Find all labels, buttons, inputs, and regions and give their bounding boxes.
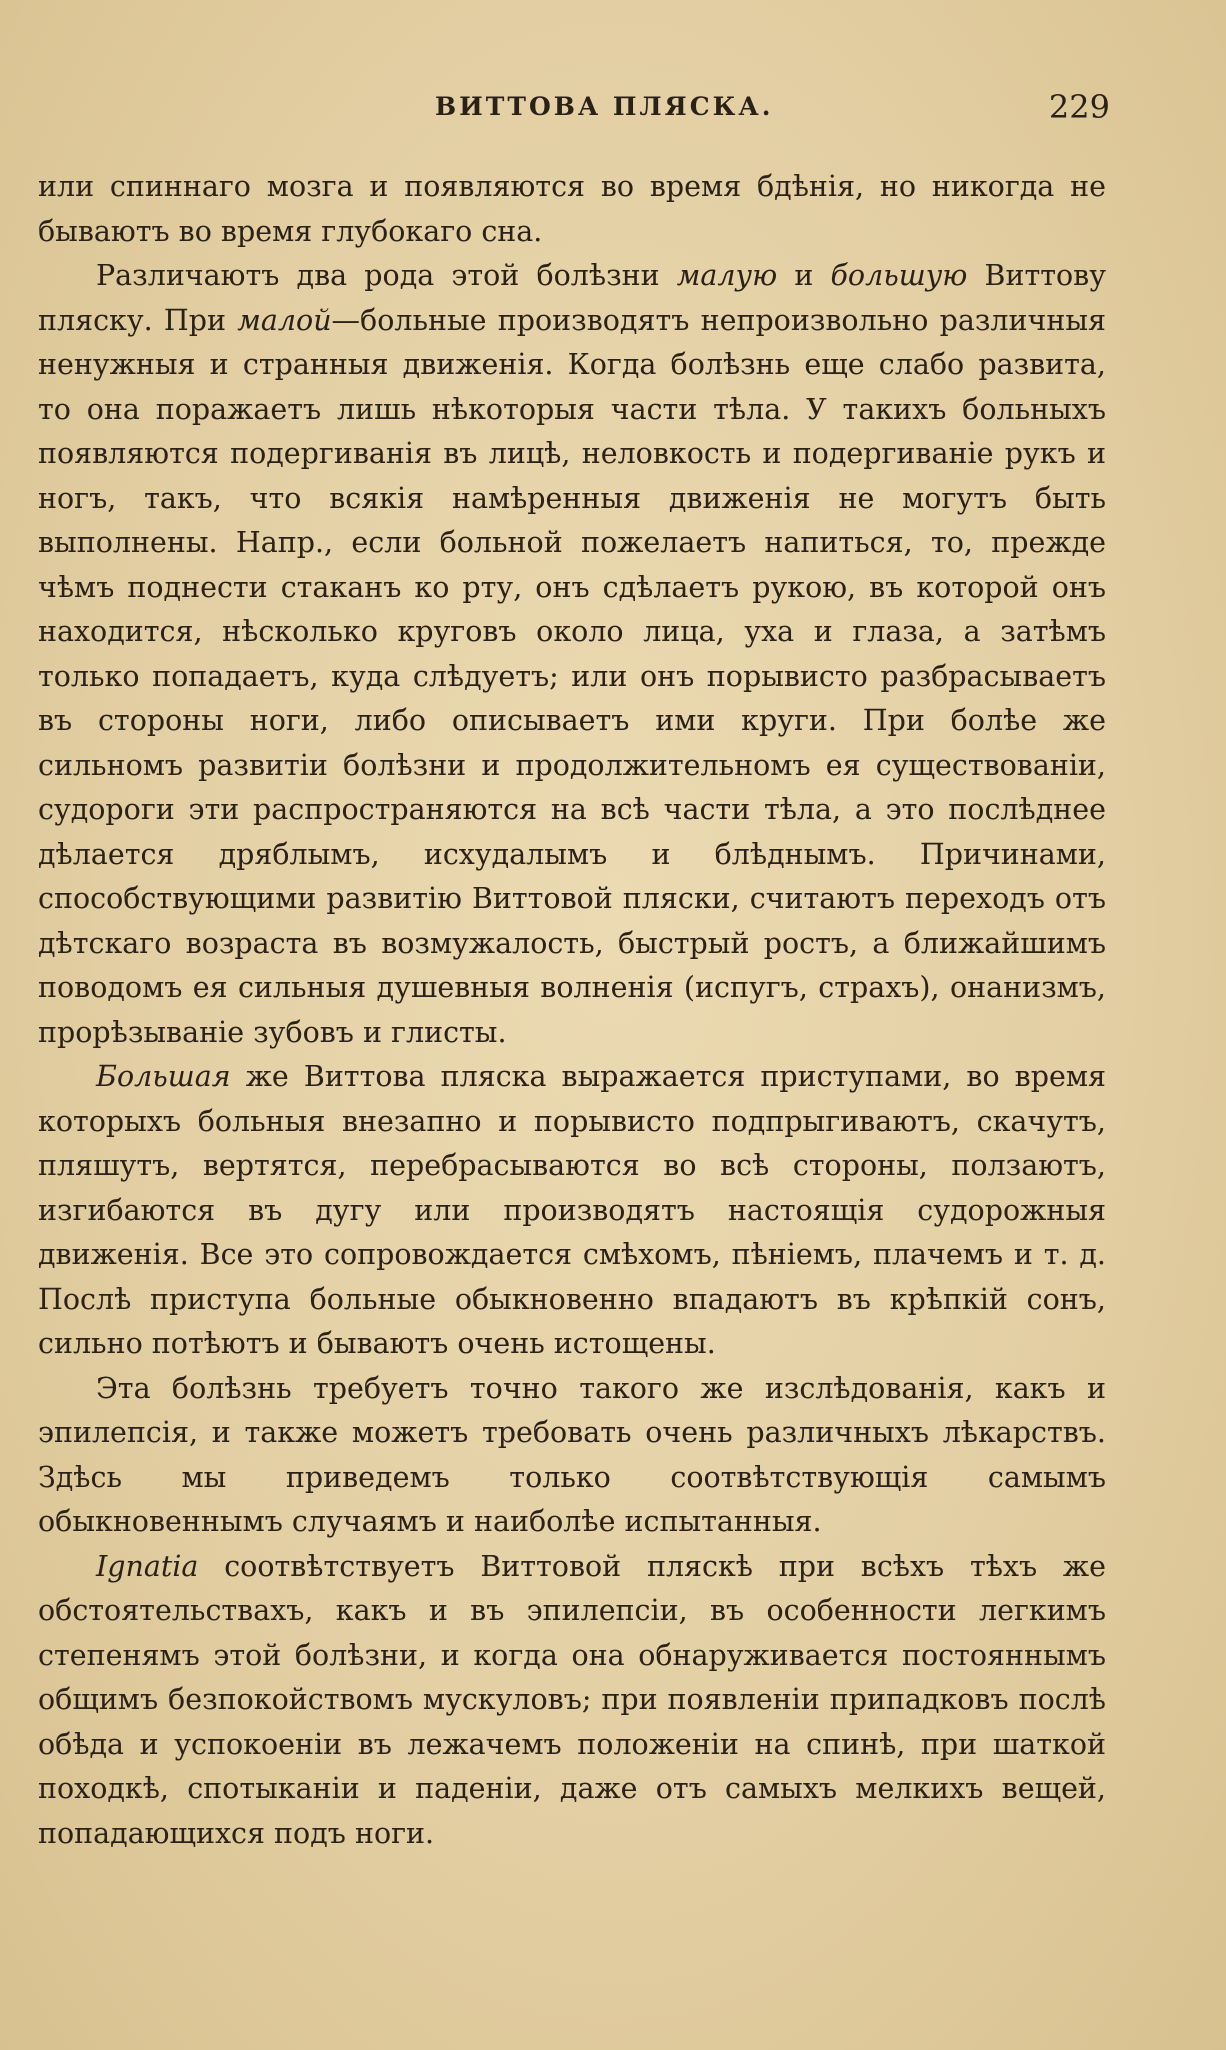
italic-term: малую (676, 259, 778, 292)
paragraph-4: Эта болѣзнь требуетъ точно такого же изслѣдованія, какъ и эпилепсія, и также можетъ требовать очень различныхъ лѣкарствъ. Здѣсь мы приведемъ только соотвѣтствующія самымъ обыкновеннымъ случаямъ и наиболѣе испытанныя. (38, 1371, 1106, 1538)
paragraph-2: Различаютъ два рода этой болѣзни малую и большую Виттову пляску. При малой—больные производятъ непроизвольно различныя ненужныя и странныя движенія. Когда болѣзнь еще слабо развита, то она поражаетъ лишь нѣкоторыя части тѣла. У такихъ больныхъ появляются подергиванія въ лицѣ, неловкость и подергиваніе рукъ и ногъ, такъ, что всякія намѣренныя движенія не могутъ быть выполнены. Напр., если больной пожелаетъ напиться, то, прежде чѣмъ поднести стаканъ ко рту, онъ сдѣлаетъ рукою, въ которой онъ находится, нѣсколько круговъ около лица, уха и глаза, а затѣмъ только попадаетъ, куда слѣдуетъ; или онъ порывисто разбрасываетъ въ стороны ноги, либо описываетъ ими круги. При болѣе же сильномъ развитіи болѣзни и продолжительномъ ея существованіи, судороги эти распространяются на всѣ части тѣла, а это послѣднее дѣлается дряблымъ, исхудалымъ и блѣднымъ. Причинами, способствующими развитію Виттовой пляски, считаютъ переходъ отъ дѣтскаго возраста въ возмужалость, быстрый ростъ, а ближайшимъ поводомъ ея сильныя душевныя волненія (испугъ, страхъ), онанизмъ, прорѣзываніе зубовъ и глисты. (38, 259, 1106, 1049)
paragraph-5: Ignatia соотвѣтствуетъ Виттовой пляскѣ при всѣхъ тѣхъ же обстоятельствахъ, какъ и въ эпилепсіи, въ особенности легкимъ степенямъ этой болѣзни, и когда она обнаруживается постояннымъ общимъ безпокойствомъ мускуловъ; при появленіи припадковъ послѣ обѣда и успокоеніи въ лежачемъ положеніи на спинѣ, при шаткой походкѣ, спотыканіи и паденіи, даже отъ самыхъ мелкихъ вещей, попадающихся подъ ноги. (38, 1549, 1106, 1850)
italic-term: большую (830, 259, 968, 292)
running-header (40, 88, 1110, 132)
paragraph-1: или спиннаго мозга и появляются во время бдѣнія, но никогда не бываютъ во время глубокаго сна. (38, 170, 1106, 248)
running-title: ВИТТОВА ПЛЯСКА. (435, 92, 774, 121)
page-number: 229 (1048, 88, 1110, 126)
italic-term: Большая (96, 1060, 231, 1093)
italic-term: малой (237, 303, 332, 337)
paragraph-3: Большая же Виттова пляска выражается приступами, во время которыхъ больныя внезапно и порывисто подпрыгиваютъ, скачутъ, пляшутъ, вертятся, перебрасываются во всѣ стороны, ползаютъ, изгибаются въ дугу или производятъ настоящія судорожныя движенія. Все это сопровождается смѣхомъ, пѣніемъ, плачемъ и т. д. Послѣ приступа больные обыкновенно впадаютъ въ крѣпкій сонъ, сильно потѣютъ и бываютъ очень истощены. (38, 1060, 1106, 1360)
body-text (38, 165, 1106, 1856)
italic-term: Ignatia (96, 1549, 199, 1583)
